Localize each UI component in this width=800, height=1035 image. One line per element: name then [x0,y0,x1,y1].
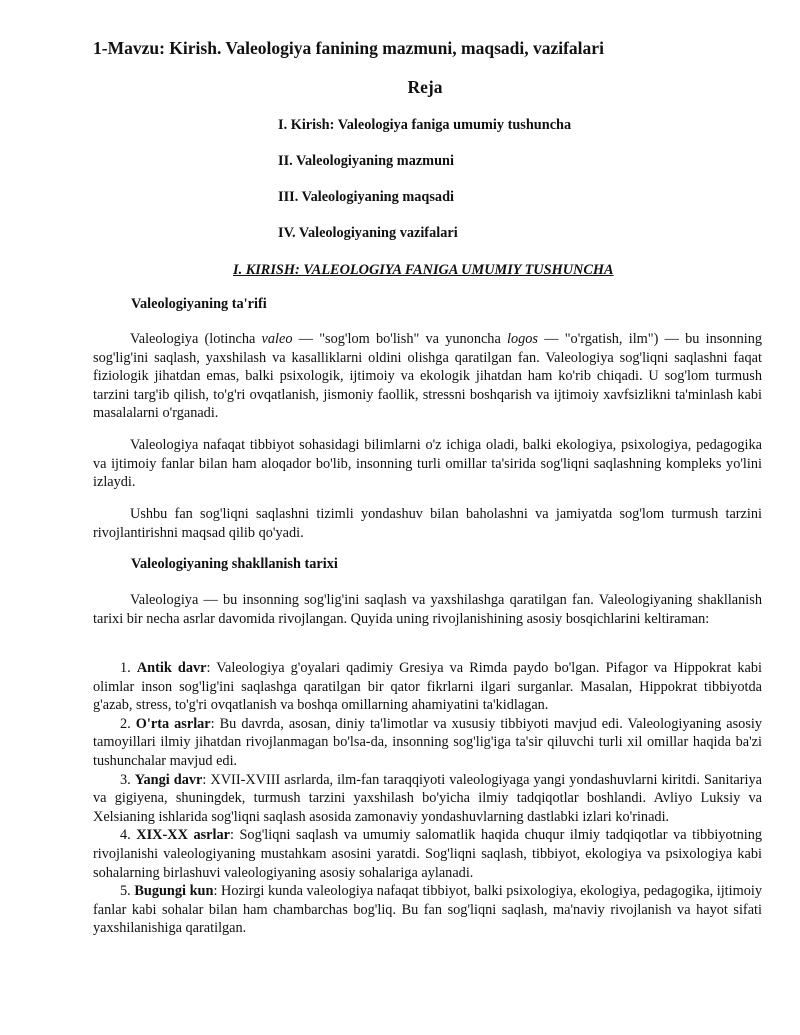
list-item-text: : Sog'liqni saqlash va umumiy salomatlik haqida chuqur ilmiy tadqiqotlar va tibbiyotning rivojlanishi valeologiyaning mustahkam asosini yaratdi. Sog'liqni saqlash, tibbiyot, ekologiya va psixologiya kabi sohalarning birlashuvi valeologiyaning asosiy sohalariga aylanadi. [93,827,762,881]
list-item-term: Bugungi kun [134,883,214,900]
list-item [93,826,762,882]
page-title: 1-Mavzu: Kirish. Valeologiya fanining mazmuni, maqsadi, vazifalari [93,38,604,58]
list-item-number: 4. [120,827,131,844]
list-item-text: : Valeologiya g'oyalari qadimiy Gresiya va Rimda paydo bo'lgan. Pifagor va Hippokrat kabi olimlar inson sog'lig'ini saqlashga qaratilgan bir qator fikrlarni ilgari surganlar. Masalan, Hippokrat tibbiyotda g'azab, stress, to'g'ri ovqatlanish va boshqa omillarning ahamiyatini ta'kidlagan. [93,660,762,714]
list-item-number: 1. [120,660,131,676]
list-item-number: 3. [120,771,131,788]
list-item [93,882,762,938]
list-item-text: : Hozirgi kunda valeologiya nafaqat tibbiyot, balki psixologiya, ekologiya, pedagogika, ijtimoiy fanlar kabi sohalar bilan ham chambarchas bog'liq. Bu fan sog'liqni saqlash, ma'naviy rivojlanish va hayot sifati yaxshilanishiga qaratilgan. [93,883,763,937]
definition-paragraph-2: Valeologiya nafaqat tibbiyot sohasidagi bilimlarni o'z ichiga oladi, balki ekologiya, psixologiya, pedagogika va ijtimoiy fanlar bilan ham aloqador bo'lib, insonning turli omillar ta'sirida sog'liqni saqlashning kompleks yo'lini izlaydi. [93,437,762,491]
definition-text-b: — "sog'lom bo'lish" va yunoncha [292,331,508,347]
list-item-number: 5. [120,883,131,900]
list-item-term: Antik davr [136,660,207,676]
plan-heading: Reja [407,77,443,97]
term-valeo: valeo [261,331,293,347]
definition-text-c: — "o'rgatish, ilm") — bu insonning sog'lig'ini saqlash, yaxshilash va kasalliklarni oldini olishga qaratilgan fan. Valeologiya sog'liqni saqlashni faqat fiziologik jihatdan emas, balki psixologik, ijtimoiy va ekologik jihatdan ham ko'rib chiqadi. U sog'lom turmush tarzini targ'ib qilish, to'g'ri ovqatlanish, jismoniy faollik, stressni boshqarish va ijtimoiy xavfsizlikni ta'minlash kabi masalalarni o'rganadi. [93,331,763,422]
plan-item-4: IV. Valeologiyaning vazifalari [278,225,458,241]
plan-item-3: III. Valeologiyaning maqsadi [278,189,454,205]
list-item [93,771,762,827]
history-intro: Valeologiya — bu insonning sog'lig'ini saqlash va yaxshilashga qaratilgan fan. Valeologiyaning shakllanish tarixi bir necha asrlar davomida rivojlangan. Quyida uning rivojlanishining asosiy bosqichlarini keltiraman: [93,592,762,627]
plan-item-2: II. Valeologiyaning mazmuni [278,153,454,169]
list-item-text: : Bu davrda, asosan, diniy ta'limotlar va xususiy tibbiyoti mavjud edi. Valeologiyaning asosiy tamoyillari ilmiy jihatdan rivojlanmagan bo'lsa-da, insonning sog'lig'iga ta'sir qiluvchi turli xil omillar haqida ba'zi tushunchalar mavjud edi. [93,715,762,769]
list-item-text: : XVII-XVIII asrlarda, ilm-fan taraqqiyoti valeologiyaga yangi yondashuvlarni kiritdi. Sanitariya va gigiyena, shuningdek, turmush tarzini yaxshilash bo'yicha ilmiy tadqiqotlar boshlandi. Avliyo Luksiy va Xelsianing ishlarida sog'liqni saqlash asosida zamonaviy yondashuvlarning dastlabki izlari ko'rinadi. [93,771,763,825]
definition-paragraph-3: Ushbu fan sog'liqni saqlashni tizimli yondashuv bilan baholashni va jamiyatda sog'lom turmush tarzini rivojlantirishni maqsad qilib qo'yadi. [93,506,762,541]
list-item-term: XIX-XX asrlar [136,827,230,844]
plan-item-1: I. Kirish: Valeologiya faniga umumiy tushuncha [278,117,572,133]
section-heading: I. KIRISH: VALEOLOGIYA FANIGA UMUMIY TUSHUNCHA [233,262,614,278]
list-item-term: Yangi davr [134,771,203,788]
list-item [93,659,762,715]
history-list [93,659,762,938]
definition-heading: Valeologiyaning ta'rifi [131,296,267,312]
list-item-number: 2. [120,715,131,732]
definition-text-a: Valeologiya (lotincha [130,331,262,347]
list-item-term: O'rta asrlar [135,715,211,732]
list-item [93,715,762,771]
definition-paragraph-1 [93,330,762,423]
history-heading: Valeologiyaning shakllanish tarixi [131,556,338,572]
term-logos: logos [507,331,538,347]
